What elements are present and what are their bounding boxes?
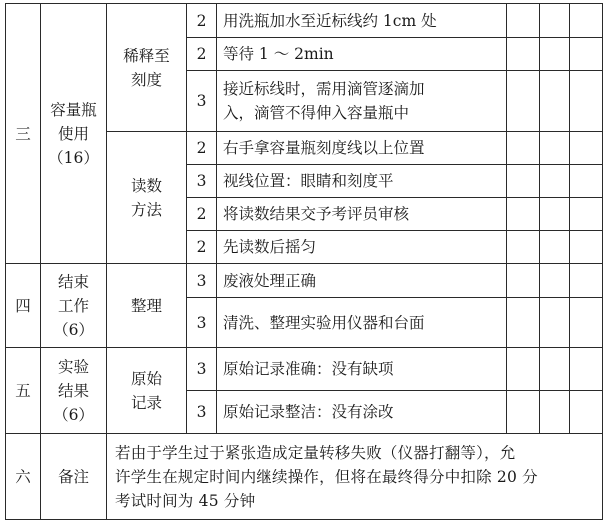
table-row: [6, 434, 603, 520]
score-cell: 3: [187, 165, 217, 198]
score-cell: 2: [187, 132, 217, 165]
criterion-cell: 右手拿容量瓶刻度线以上位置: [217, 132, 507, 165]
score-cell: 2: [187, 231, 217, 264]
section-title: 备注: [41, 434, 107, 520]
scoring-table: [5, 3, 603, 520]
blank-cell: [570, 198, 603, 231]
blank-cell: [540, 391, 570, 434]
score-cell: 3: [187, 264, 217, 298]
blank-cell: [507, 132, 540, 165]
blank-cell: [507, 264, 540, 298]
blank-cell: [570, 165, 603, 198]
criterion-cell: 等待 1 ～ 2min: [217, 38, 507, 71]
table-row: [6, 348, 603, 391]
blank-cell: [570, 38, 603, 71]
subsection-name: 稀释至 刻度: [107, 4, 187, 132]
blank-cell: [540, 165, 570, 198]
score-cell: 3: [187, 391, 217, 434]
criterion-cell: 原始记录整洁：没有涂改: [217, 391, 507, 434]
blank-cell: [507, 198, 540, 231]
score-cell: 3: [187, 71, 217, 132]
blank-cell: [540, 348, 570, 391]
blank-cell: [570, 391, 603, 434]
blank-cell: [507, 4, 540, 38]
blank-cell: [540, 231, 570, 264]
section-title: 容量瓶 使用 （16）: [41, 4, 107, 264]
section-number: 六: [6, 434, 41, 520]
blank-cell: [570, 132, 603, 165]
blank-cell: [570, 4, 603, 38]
blank-cell: [570, 298, 603, 348]
blank-cell: [507, 348, 540, 391]
criterion-cell: 先读数后摇匀: [217, 231, 507, 264]
criterion-cell: 用洗瓶加水至近标线约 1cm 处: [217, 4, 507, 38]
blank-cell: [540, 38, 570, 71]
table-row: [6, 264, 603, 298]
section-number: 四: [6, 264, 41, 348]
blank-cell: [507, 298, 540, 348]
blank-cell: [540, 198, 570, 231]
criterion-cell: 接近标线时，需用滴管逐滴加 入，滴管不得伸入容量瓶中: [217, 71, 507, 132]
table-row: [6, 4, 603, 38]
blank-cell: [570, 71, 603, 132]
criterion-cell: 原始记录准确：没有缺项: [217, 348, 507, 391]
blank-cell: [570, 264, 603, 298]
subsection-name: 原始 记录: [107, 348, 187, 434]
blank-cell: [540, 71, 570, 132]
score-cell: 3: [187, 348, 217, 391]
score-cell: 2: [187, 198, 217, 231]
blank-cell: [507, 71, 540, 132]
blank-cell: [540, 4, 570, 38]
score-cell: 3: [187, 298, 217, 348]
section-title: 实验 结果 （6）: [41, 348, 107, 434]
criterion-cell: 清洗、整理实验用仪器和台面: [217, 298, 507, 348]
subsection-name: 整理: [107, 264, 187, 348]
section-title: 结束 工作 （6）: [41, 264, 107, 348]
blank-cell: [507, 391, 540, 434]
criterion-cell: 废液处理正确: [217, 264, 507, 298]
criterion-cell: 将读数结果交予考评员审核: [217, 198, 507, 231]
blank-cell: [570, 231, 603, 264]
score-cell: 2: [187, 38, 217, 71]
blank-cell: [507, 231, 540, 264]
subsection-name: 读数 方法: [107, 132, 187, 264]
blank-cell: [507, 38, 540, 71]
blank-cell: [540, 132, 570, 165]
section-number: 三: [6, 4, 41, 264]
blank-cell: [540, 264, 570, 298]
blank-cell: [507, 165, 540, 198]
section-number: 五: [6, 348, 41, 434]
blank-cell: [540, 298, 570, 348]
note-cell: 若由于学生过于紧张造成定量转移失败（仪器打翻等），允 许学生在规定时间内继续操作，但将在最终得分中扣除 20 分 考试时间为 45 分钟: [107, 434, 603, 520]
blank-cell: [570, 348, 603, 391]
score-cell: 2: [187, 4, 217, 38]
criterion-cell: 视线位置：眼睛和刻度平: [217, 165, 507, 198]
